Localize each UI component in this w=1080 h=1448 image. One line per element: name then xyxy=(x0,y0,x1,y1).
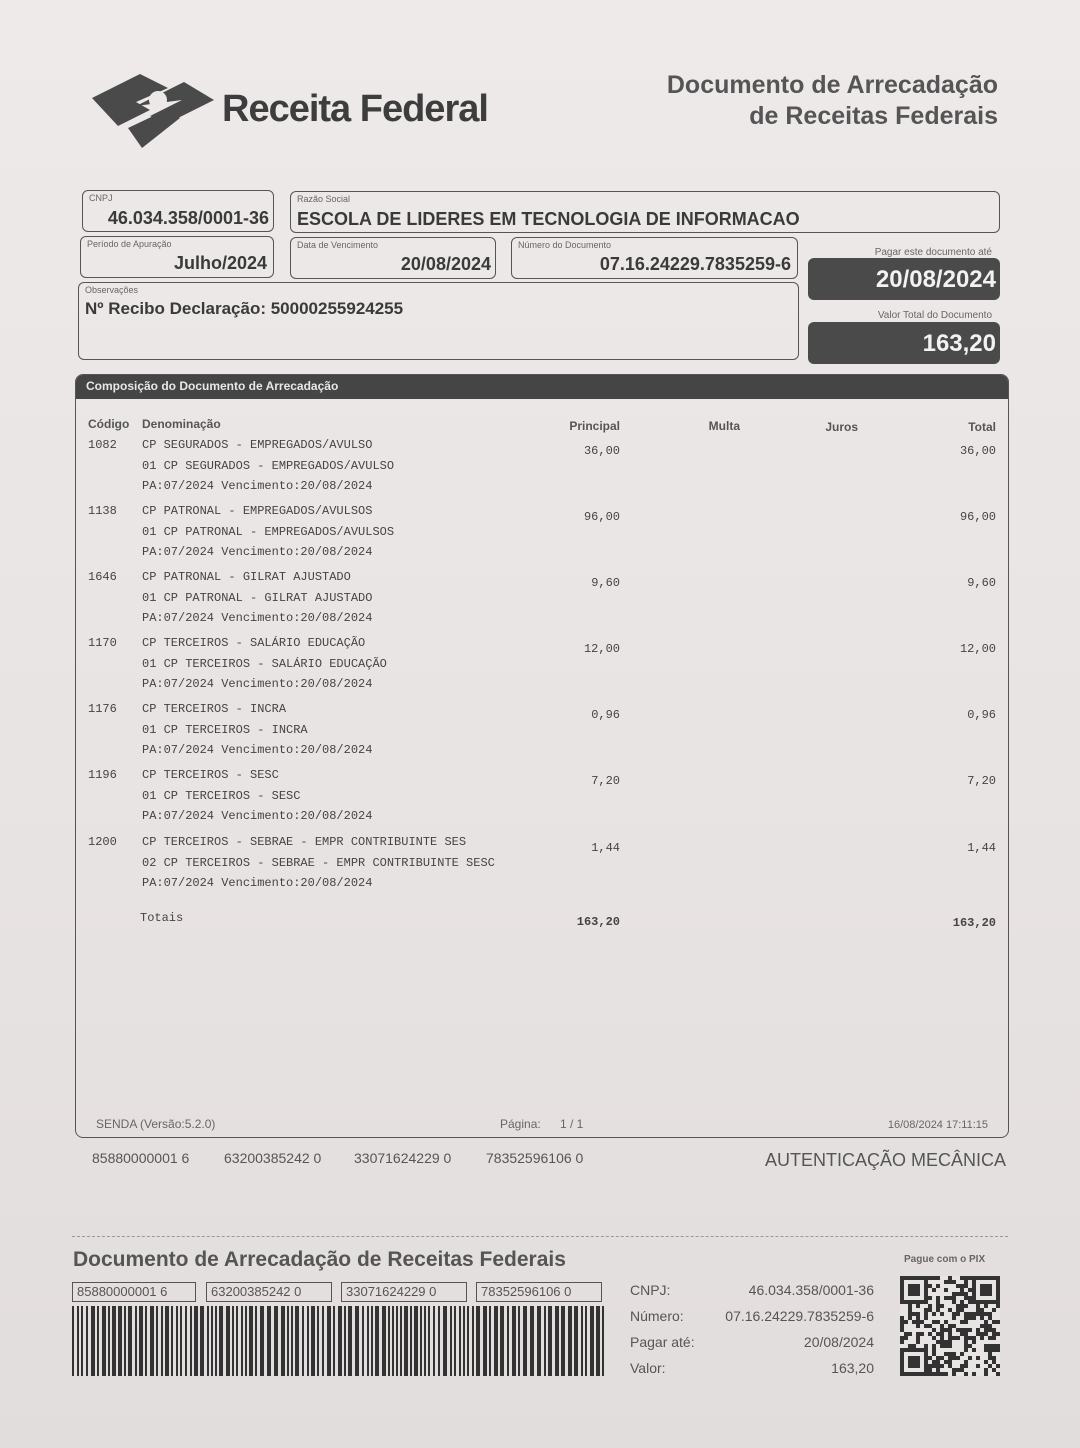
receita-federal-logo-icon xyxy=(88,70,218,150)
observacoes-value: Nº Recibo Declaração: 50000255924255 xyxy=(85,299,404,318)
pagar-ate-label: Pagar este documento até xyxy=(874,247,992,258)
row-detail: 01 CP SEGURADOS - EMPREGADOS/AVULSO xyxy=(142,459,395,473)
row-principal: 96,00 xyxy=(583,510,620,524)
totals-principal: 163,20 xyxy=(576,915,620,929)
cnpj-value: 46.034.358/0001-36 xyxy=(107,208,269,228)
row-period: PA:07/2024 Vencimento:20/08/2024 xyxy=(142,876,373,890)
bottom-cnpj-value: 46.034.358/0001-36 xyxy=(748,1282,874,1298)
row-principal: 7,20 xyxy=(591,774,620,788)
row-period: PA:07/2024 Vencimento:20/08/2024 xyxy=(142,677,373,691)
col-multa: Multa xyxy=(708,419,740,433)
autenticacao-mecanica: AUTENTICAÇÃO MECÂNICA xyxy=(764,1150,1006,1170)
digitable-box-2: 63200385242 0 xyxy=(206,1282,332,1302)
valor-total-label: Valor Total do Documento xyxy=(877,310,992,321)
pix-label: Pague com o PIX xyxy=(904,1254,986,1265)
bottom-title: Documento de Arrecadação de Receitas Federais xyxy=(73,1248,566,1271)
pagar-ate-value: 20/08/2024 xyxy=(808,258,1000,300)
bottom-valor-label: Valor: xyxy=(630,1360,666,1376)
row-detail: 01 CP TERCEIROS - SESC xyxy=(142,789,301,803)
digitable-box-1: 85880000001 6 xyxy=(72,1282,196,1302)
footer-datetime: 16/08/2024 17:11:15 xyxy=(887,1119,988,1131)
row-period: PA:07/2024 Vencimento:20/08/2024 xyxy=(142,479,373,493)
periodo-label: Período de Apuração xyxy=(87,239,172,249)
row-denominacao: CP PATRONAL - EMPREGADOS/AVULSOS xyxy=(142,504,373,518)
row-detail: 01 CP TERCEIROS - INCRA xyxy=(142,723,308,737)
row-total: 7,20 xyxy=(967,774,996,788)
document-title xyxy=(667,70,998,132)
numero-label: Número do Documento xyxy=(518,240,612,250)
row-period: PA:07/2024 Vencimento:20/08/2024 xyxy=(142,611,373,625)
row-total: 36,00 xyxy=(959,444,996,458)
bottom-pagar-value: 20/08/2024 xyxy=(803,1334,874,1350)
valor-total-value: 163,20 xyxy=(808,322,1000,364)
row-denominacao: CP TERCEIROS - SALÁRIO EDUCAÇÃO xyxy=(142,636,366,650)
barcode-digits-2: 63200385242 0 xyxy=(224,1150,322,1166)
barcode xyxy=(72,1306,604,1376)
col-principal: Principal xyxy=(569,419,620,433)
vencimento-label: Data de Vencimento xyxy=(297,240,379,250)
observacoes-box xyxy=(78,282,799,360)
row-denominacao: CP PATRONAL - GILRAT AJUSTADO xyxy=(142,570,351,584)
composition-title: Composição do Documento de Arrecadação xyxy=(76,375,1008,399)
col-total: Total xyxy=(968,420,996,434)
digitable-box-4: 78352596106 0 xyxy=(476,1282,602,1302)
document-title-line1: Documento de Arrecadação xyxy=(666,71,998,99)
col-juros: Juros xyxy=(825,420,858,434)
row-detail: 01 CP PATRONAL - GILRAT AJUSTADO xyxy=(142,591,373,605)
row-total: 1,44 xyxy=(967,841,996,855)
row-code: 1646 xyxy=(88,570,117,584)
row-principal: 0,96 xyxy=(591,708,620,722)
bottom-numero-value: 07.16.24229.7835259-6 xyxy=(725,1308,874,1324)
row-code: 1170 xyxy=(88,636,117,650)
row-principal: 9,60 xyxy=(591,576,620,590)
row-period: PA:07/2024 Vencimento:20/08/2024 xyxy=(142,809,373,823)
composition-panel xyxy=(75,374,1009,1138)
pix-qr-code-icon[interactable] xyxy=(900,1274,1000,1378)
observacoes-label: Observações xyxy=(85,285,139,295)
cut-line xyxy=(72,1236,1008,1237)
row-period: PA:07/2024 Vencimento:20/08/2024 xyxy=(142,743,373,757)
razao-social-label: Razão Social xyxy=(297,194,351,204)
barcode-digits-1: 85880000001 6 xyxy=(92,1150,190,1166)
bottom-valor-value: 163,20 xyxy=(831,1360,874,1376)
cnpj-box xyxy=(82,190,274,232)
bottom-numero-label: Número: xyxy=(630,1308,684,1324)
row-code: 1200 xyxy=(88,835,117,849)
numero-value: 07.16.24229.7835259-6 xyxy=(599,254,791,274)
bottom-cnpj-label: CNPJ: xyxy=(630,1282,671,1298)
barcode-digits-4: 78352596106 0 xyxy=(486,1150,584,1166)
row-detail: 02 CP TERCEIROS - SEBRAE - EMPR CONTRIBUINTE SESC xyxy=(142,856,495,870)
vencimento-box xyxy=(290,237,496,279)
razao-social-box xyxy=(290,191,1000,233)
periodo-box xyxy=(80,236,274,278)
row-denominacao: CP TERCEIROS - INCRA xyxy=(142,702,287,716)
row-code: 1082 xyxy=(88,438,117,452)
numero-box xyxy=(511,237,798,279)
row-detail: 01 CP PATRONAL - EMPREGADOS/AVULSOS xyxy=(142,525,395,539)
row-detail: 01 CP TERCEIROS - SALÁRIO EDUCAÇÃO xyxy=(142,657,387,671)
footer-page: 1 / 1 xyxy=(560,1117,584,1131)
cnpj-label: CNPJ xyxy=(89,193,113,203)
col-codigo: Código xyxy=(88,417,130,431)
row-code: 1196 xyxy=(88,768,117,782)
barcode-digits-3: 33071624229 0 xyxy=(354,1150,452,1166)
row-total: 12,00 xyxy=(959,642,996,656)
row-principal: 36,00 xyxy=(583,444,620,458)
digitable-box-3: 33071624229 0 xyxy=(341,1282,467,1302)
razao-social-value: ESCOLA DE LIDERES EM TECNOLOGIA DE INFORMACAO xyxy=(297,209,800,229)
footer-version: SENDA (Versão:5.2.0) xyxy=(96,1117,216,1131)
row-period: PA:07/2024 Vencimento:20/08/2024 xyxy=(142,545,373,559)
row-total: 9,60 xyxy=(967,576,996,590)
row-principal: 12,00 xyxy=(583,642,620,656)
row-code: 1176 xyxy=(88,702,117,716)
row-total: 0,96 xyxy=(967,708,996,722)
footer-page-label: Página: xyxy=(500,1117,541,1131)
totals-label: Totais xyxy=(140,911,184,925)
totals-total: 163,20 xyxy=(952,916,996,930)
document-title-line2: de Receitas Federais xyxy=(749,102,998,130)
brand-name: Receita Federal xyxy=(222,88,488,130)
row-denominacao: CP SEGURADOS - EMPREGADOS/AVULSO xyxy=(142,438,373,452)
row-principal: 1,44 xyxy=(591,841,620,855)
vencimento-value: 20/08/2024 xyxy=(400,254,491,274)
row-code: 1138 xyxy=(88,504,117,518)
bottom-pagar-label: Pagar até: xyxy=(630,1334,695,1350)
row-denominacao: CP TERCEIROS - SESC xyxy=(142,768,279,782)
row-total: 96,00 xyxy=(959,510,996,524)
row-denominacao: CP TERCEIROS - SEBRAE - EMPR CONTRIBUINTE SES xyxy=(142,835,467,849)
col-denominacao: Denominação xyxy=(142,417,221,431)
periodo-value: Julho/2024 xyxy=(173,253,267,273)
